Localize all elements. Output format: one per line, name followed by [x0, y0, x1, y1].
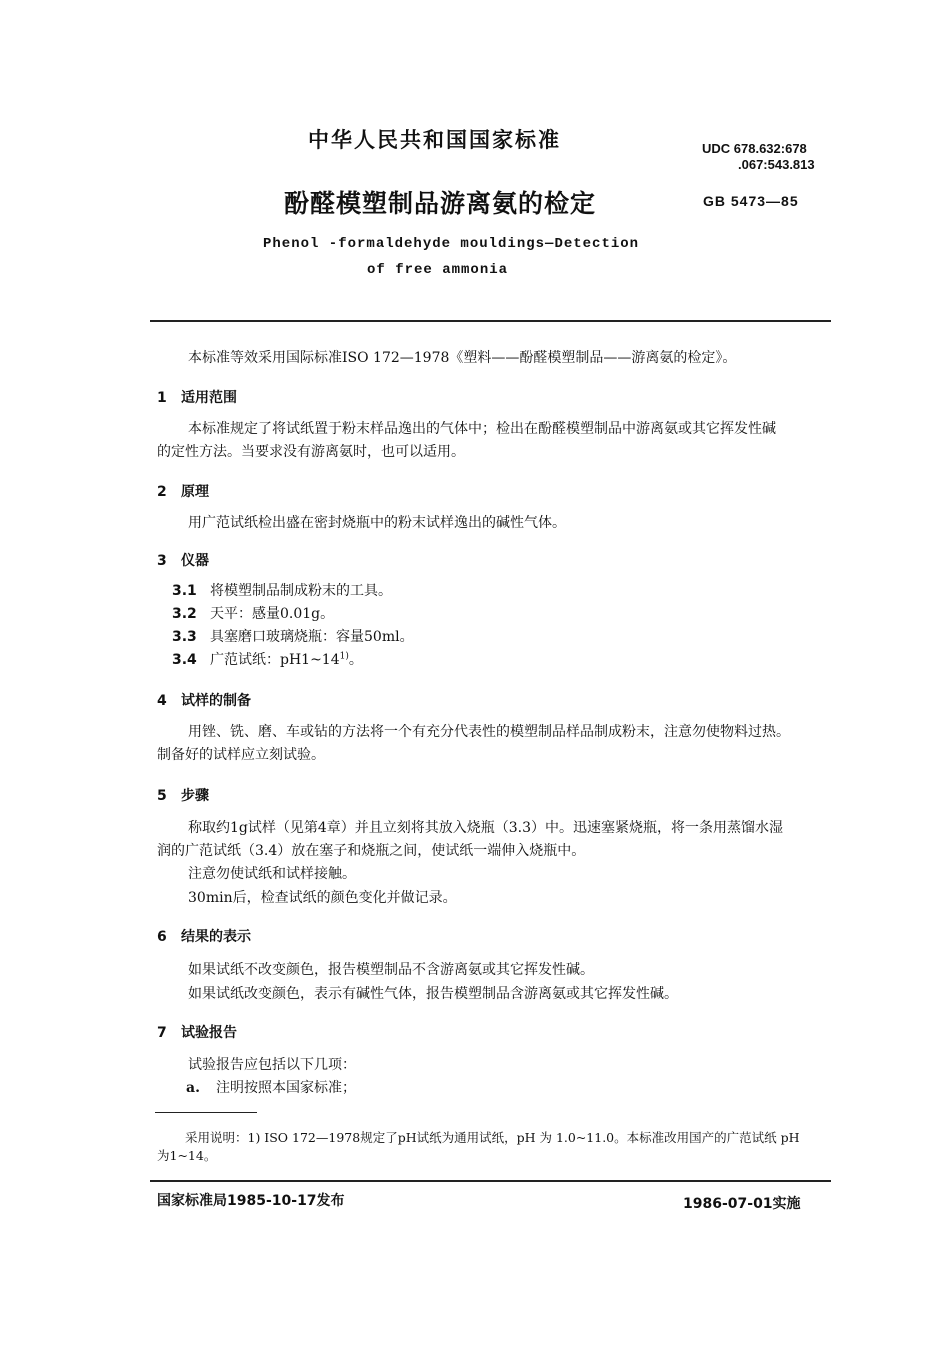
section-title: 步骤	[181, 788, 209, 804]
item-number: 3.1	[172, 583, 197, 599]
effective-date: 1986-07-01实施	[683, 1196, 801, 1212]
footnote-line1: 采用说明：1) ISO 172—1978规定了pH试纸为通用试纸，pH 为 1.0~11.0。本标准改用国产的广范试纸 pH	[185, 1130, 800, 1145]
section-number: 2	[157, 484, 167, 500]
section-6-paragraph-1: 如果试纸不改变颜色，报告模塑制品不含游离氨或其它挥发性碱。	[188, 962, 594, 978]
english-title-line1: Phenol -formaldehyde mouldings—Detection	[263, 236, 640, 252]
section-7-paragraph: 试验报告应包括以下几项：	[188, 1057, 356, 1073]
apparatus-item-3	[172, 626, 414, 646]
section-6-paragraph-2: 如果试纸改变颜色，表示有碱性气体，报告模塑制品含游离氨或其它挥发性碱。	[188, 986, 678, 1002]
section-4-heading	[157, 690, 251, 710]
section-4-paragraph-line1: 用锉、铣、磨、车或钻的方法将一个有充分代表性的模塑制品样品制成粉末，注意勿使物料过热。	[188, 724, 790, 740]
section-number: 1	[157, 390, 167, 406]
udc-code-line2: .067:543.813	[738, 157, 815, 172]
section-7-heading	[157, 1022, 237, 1042]
item-label: a.	[186, 1080, 200, 1096]
section-title: 适用范围	[181, 390, 237, 406]
item-number: 3.3	[172, 629, 197, 645]
section-title: 仪器	[181, 553, 209, 569]
section-number: 4	[157, 693, 167, 709]
apparatus-item-4	[172, 649, 363, 669]
section-number: 6	[157, 929, 167, 945]
item-text: 广范试纸：pH1~14	[210, 652, 340, 668]
section-5-heading	[157, 785, 209, 805]
section-number: 5	[157, 788, 167, 804]
item-text: 将模塑制品制成粉末的工具。	[210, 583, 392, 599]
gb-number: GB 5473—85	[703, 193, 799, 209]
section-number: 3	[157, 553, 167, 569]
footer-divider	[150, 1180, 831, 1182]
section-2-heading	[157, 481, 209, 501]
footnote-marker: 1)	[339, 651, 349, 662]
footnote-line2: 为1~14。	[157, 1148, 217, 1163]
document-title: 酚醛模塑制品游离氨的检定	[284, 189, 597, 218]
header-divider	[150, 320, 831, 322]
item-number: 3.2	[172, 606, 197, 622]
section-5-paragraph-line2: 润的广范试纸（3.4）放在塞子和烧瓶之间，使试纸一端伸入烧瓶中。	[157, 843, 586, 859]
section-5-paragraph-3: 30min后，检查试纸的颜色变化并做记录。	[188, 890, 457, 906]
section-5-paragraph-line1: 称取约1g试样（见第4章）并且立刻将其放入烧瓶（3.3）中。迅速塞紧烧瓶，将一条用蒸馏水湿	[188, 820, 784, 836]
section-2-paragraph: 用广范试纸检出盛在密封烧瓶中的粉末试样逸出的碱性气体。	[188, 515, 566, 531]
section-6-heading	[157, 926, 251, 946]
item-text: 注明按照本国家标准；	[216, 1080, 356, 1096]
section-5-paragraph-2: 注意勿使试纸和试样接触。	[188, 866, 356, 882]
apparatus-item-1	[172, 580, 392, 600]
item-number: 3.4	[172, 652, 197, 668]
item-tail: 。	[348, 652, 363, 668]
section-title: 结果的表示	[181, 929, 251, 945]
issue-date: 国家标准局1985-10-17发布	[157, 1193, 345, 1209]
apparatus-item-2	[172, 603, 334, 623]
section-4-paragraph-line2: 制备好的试样应立刻试验。	[157, 747, 325, 763]
english-title-line2: of free ammonia	[367, 262, 509, 278]
item-text: 具塞磨口玻璃烧瓶：容量50ml。	[210, 629, 414, 645]
item-text: 天平：感量0.01g。	[210, 606, 335, 622]
section-title: 原理	[181, 484, 209, 500]
report-item-a	[186, 1077, 356, 1097]
footnote-divider	[155, 1112, 257, 1113]
section-title: 试验报告	[181, 1025, 237, 1041]
standard-label: 中华人民共和国国家标准	[308, 128, 561, 152]
intro-paragraph: 本标准等效采用国际标准ISO 172—1978《塑料——酚醛模塑制品——游离氨的检定》。	[188, 350, 737, 366]
section-3-heading	[157, 550, 209, 570]
udc-code-line1: UDC 678.632:678	[702, 141, 807, 156]
section-title: 试样的制备	[181, 693, 251, 709]
section-1-heading	[157, 387, 237, 407]
section-1-paragraph-line1: 本标准规定了将试纸置于粉末样品逸出的气体中；检出在酚醛模塑制品中游离氨或其它挥发性碱	[188, 421, 776, 437]
section-number: 7	[157, 1025, 167, 1041]
section-1-paragraph-line2: 的定性方法。当要求没有游离氨时，也可以适用。	[157, 444, 465, 460]
